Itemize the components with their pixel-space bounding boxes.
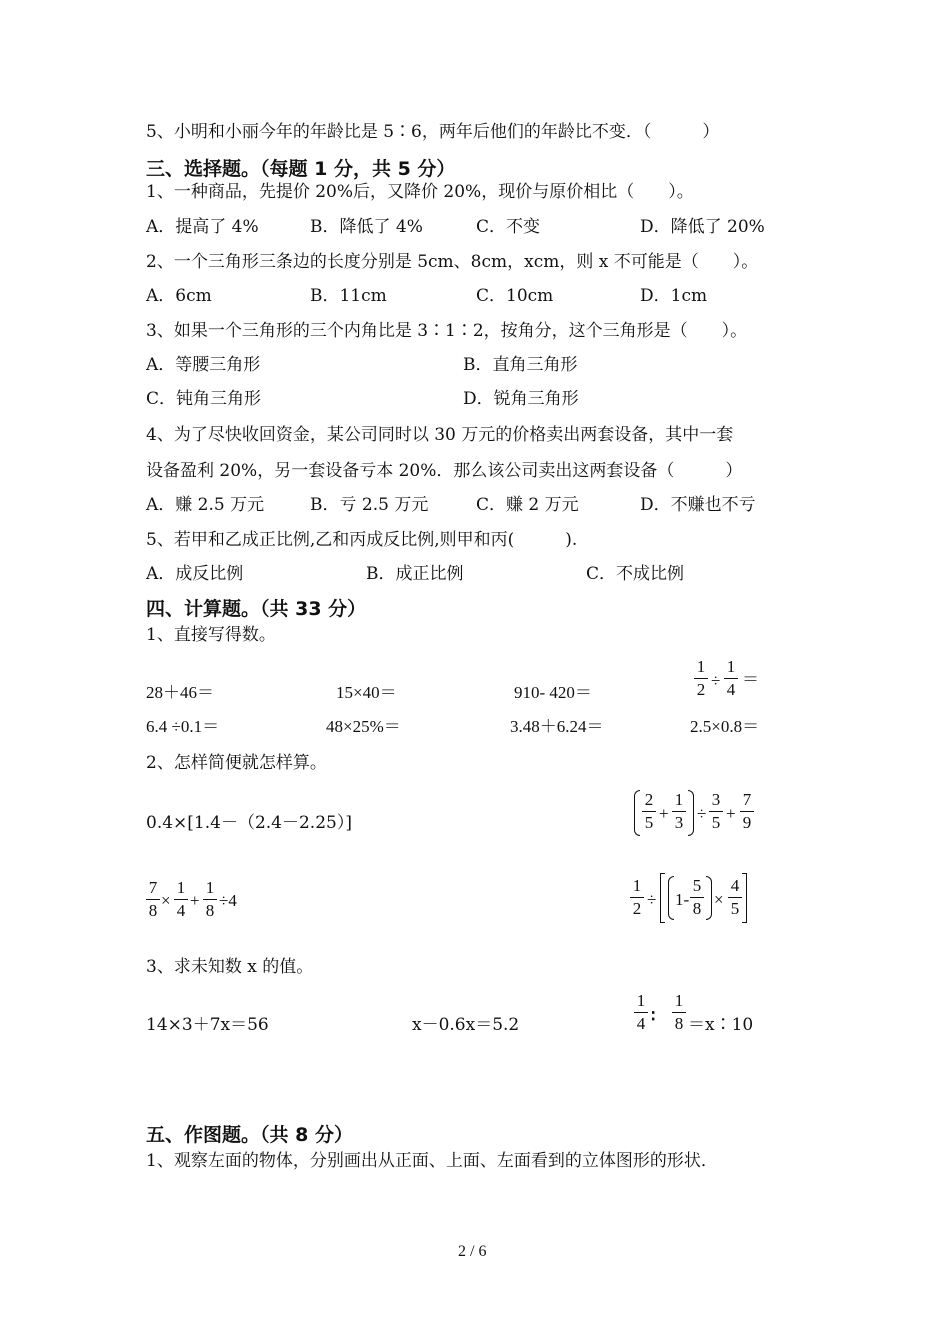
fraction	[630, 876, 644, 919]
denominator: 5	[711, 813, 721, 832]
direct-calc-2: 15×40＝	[336, 683, 397, 702]
denominator: 4	[726, 680, 736, 699]
times-sign: ×	[161, 891, 171, 910]
numerator: 1	[674, 790, 684, 809]
s3-q1-option-c: C．不变	[476, 217, 541, 237]
one-minus: 1-	[675, 890, 690, 909]
denominator: 8	[692, 899, 702, 918]
fraction	[672, 790, 686, 833]
denominator: 8	[674, 1014, 684, 1033]
plus-sign: +	[726, 804, 736, 823]
divide-by-four: ÷4	[219, 891, 237, 910]
numerator: 1	[636, 991, 646, 1010]
right-bracket	[742, 873, 747, 923]
numerator: 1	[674, 991, 684, 1010]
equals-sign: ＝	[742, 670, 759, 689]
numerator: 1	[726, 657, 736, 676]
fraction	[203, 878, 217, 921]
plus-sign: +	[659, 804, 669, 823]
s3-q2-option-c: C．10cm	[476, 286, 554, 306]
section-5-title: 五、作图题。（共 8 分）	[146, 1124, 353, 1146]
s3-q3-option-b: B．直角三角形	[463, 355, 578, 375]
fraction	[728, 876, 742, 919]
s3-q1-option-b: B．降低了 4%	[310, 217, 423, 237]
s3-q5-option-b: B．成正比例	[366, 564, 464, 584]
fraction	[174, 878, 188, 921]
numerator: 4	[730, 876, 740, 895]
s3-q2-stem: 2、一个三角形三条边的长度分别是 5cm、8cm，xcm，则 x 不可能是（ ）。	[146, 252, 759, 272]
s3-q4-stem-line2: 设备盈利 20%，另一套设备亏本 20%．那么该公司卖出这两套设备（ ）	[146, 461, 743, 481]
right-paren	[688, 790, 694, 836]
numerator: 3	[711, 790, 721, 809]
ratio-colon: ∶	[651, 1007, 656, 1026]
s3-q2-option-d: D．1cm	[640, 286, 708, 306]
s3-q5-option-c: C．不成比例	[586, 564, 685, 584]
denominator: 3	[674, 813, 684, 832]
equation-3-rest: ＝x∶10	[688, 1015, 754, 1035]
s3-q5-stem: 5、若甲和乙成正比例,乙和丙成反比例,则甲和丙( ).	[146, 530, 578, 550]
numerator: 2	[644, 790, 654, 809]
s3-q4-option-b: B．亏 2.5 万元	[310, 495, 429, 515]
divide-sign: ÷	[711, 671, 721, 690]
numerator: 7	[742, 790, 752, 809]
fraction	[146, 878, 160, 921]
denominator: 2	[632, 899, 642, 918]
fraction	[694, 657, 708, 700]
denominator: 9	[742, 813, 752, 832]
denominator: 5	[644, 813, 654, 832]
s4-q3-title: 3、求未知数 x 的值。	[146, 957, 314, 977]
numerator: 1	[696, 657, 706, 676]
s3-q3-option-c: C．钝角三角形	[146, 389, 262, 409]
fraction	[642, 790, 656, 833]
fraction	[740, 790, 754, 833]
s3-q2-option-b: B．11cm	[310, 286, 387, 306]
numerator: 1	[632, 876, 642, 895]
right-paren	[706, 876, 712, 920]
plus-sign: +	[190, 891, 200, 910]
divide-sign: ÷	[647, 890, 657, 909]
s5-q1: 1、观察左面的物体，分别画出从正面、上面、左面看到的立体图形的形状．	[146, 1151, 718, 1171]
section-3-title: 三、选择题。（每题 1 分，共 5 分）	[146, 158, 456, 180]
numerator: 7	[148, 878, 158, 897]
s3-q1-option-a: A．提高了 4%	[146, 217, 259, 237]
s3-q1-stem: 1、一种商品，先提价 20%后，又降价 20%，现价与原价相比（ ）。	[146, 182, 694, 202]
denominator: 2	[696, 680, 706, 699]
equation-2: x－0.6x＝5.2	[412, 1015, 520, 1035]
denominator: 4	[636, 1014, 646, 1033]
s3-q3-stem: 3、如果一个三角形的三个内角比是 3∶1∶2，按角分，这个三角形是（ ）。	[146, 321, 748, 341]
left-paren	[668, 876, 674, 920]
denominator: 4	[176, 901, 186, 920]
direct-calc-6: 48×25%＝	[326, 717, 401, 736]
s3-q4-option-c: C．赚 2 万元	[476, 495, 579, 515]
fraction	[709, 790, 723, 833]
times-sign: ×	[714, 890, 724, 909]
direct-calc-3: 910- 420＝	[514, 683, 592, 702]
section-4-title: 四、计算题。（共 33 分）	[146, 598, 367, 620]
s3-q3-option-a: A．等腰三角形	[146, 355, 261, 375]
s3-q4-option-d: D．不赚也不亏	[640, 495, 756, 515]
fraction	[634, 991, 648, 1034]
denominator: 8	[148, 901, 158, 920]
s3-q5-option-a: A．成反比例	[146, 564, 244, 584]
left-bracket	[660, 873, 665, 923]
fraction	[724, 657, 738, 700]
direct-calc-1: 28＋46＝	[146, 683, 214, 702]
direct-calc-8: 2.5×0.8＝	[690, 717, 760, 736]
tf-question-5: 5、小明和小丽今年的年龄比是 5∶6，两年后他们的年龄比不变．（ ）	[146, 122, 720, 142]
fraction	[672, 991, 686, 1034]
s3-q3-option-d: D．锐角三角形	[463, 389, 579, 409]
equation-1: 14×3＋7x＝56	[146, 1015, 269, 1035]
numerator: 1	[176, 878, 186, 897]
left-paren	[634, 790, 640, 836]
s3-q4-stem-line1: 4、为了尽快收回资金，某公司同时以 30 万元的价格卖出两套设备，其中一套	[146, 425, 734, 445]
simplify-expr-1: 0.4×[1.4－（2.4－2.25）]	[146, 813, 352, 833]
numerator: 1	[205, 878, 215, 897]
s3-q2-option-a: A．6cm	[146, 286, 212, 306]
denominator: 5	[730, 899, 740, 918]
denominator: 8	[205, 901, 215, 920]
direct-calc-5: 6.4 ÷0.1＝	[146, 717, 220, 736]
s4-q2-title: 2、怎样简便就怎样算。	[146, 753, 327, 773]
s3-q1-option-d: D．降低了 20%	[640, 217, 765, 237]
numerator: 5	[692, 876, 702, 895]
page-number: 2 / 6	[458, 1243, 487, 1260]
s3-q4-option-a: A．赚 2.5 万元	[146, 495, 265, 515]
divide-sign: ÷	[697, 804, 707, 823]
s4-q1-title: 1、直接写得数。	[146, 625, 276, 645]
direct-calc-7: 3.48＋6.24＝	[510, 717, 604, 736]
fraction	[690, 876, 704, 919]
